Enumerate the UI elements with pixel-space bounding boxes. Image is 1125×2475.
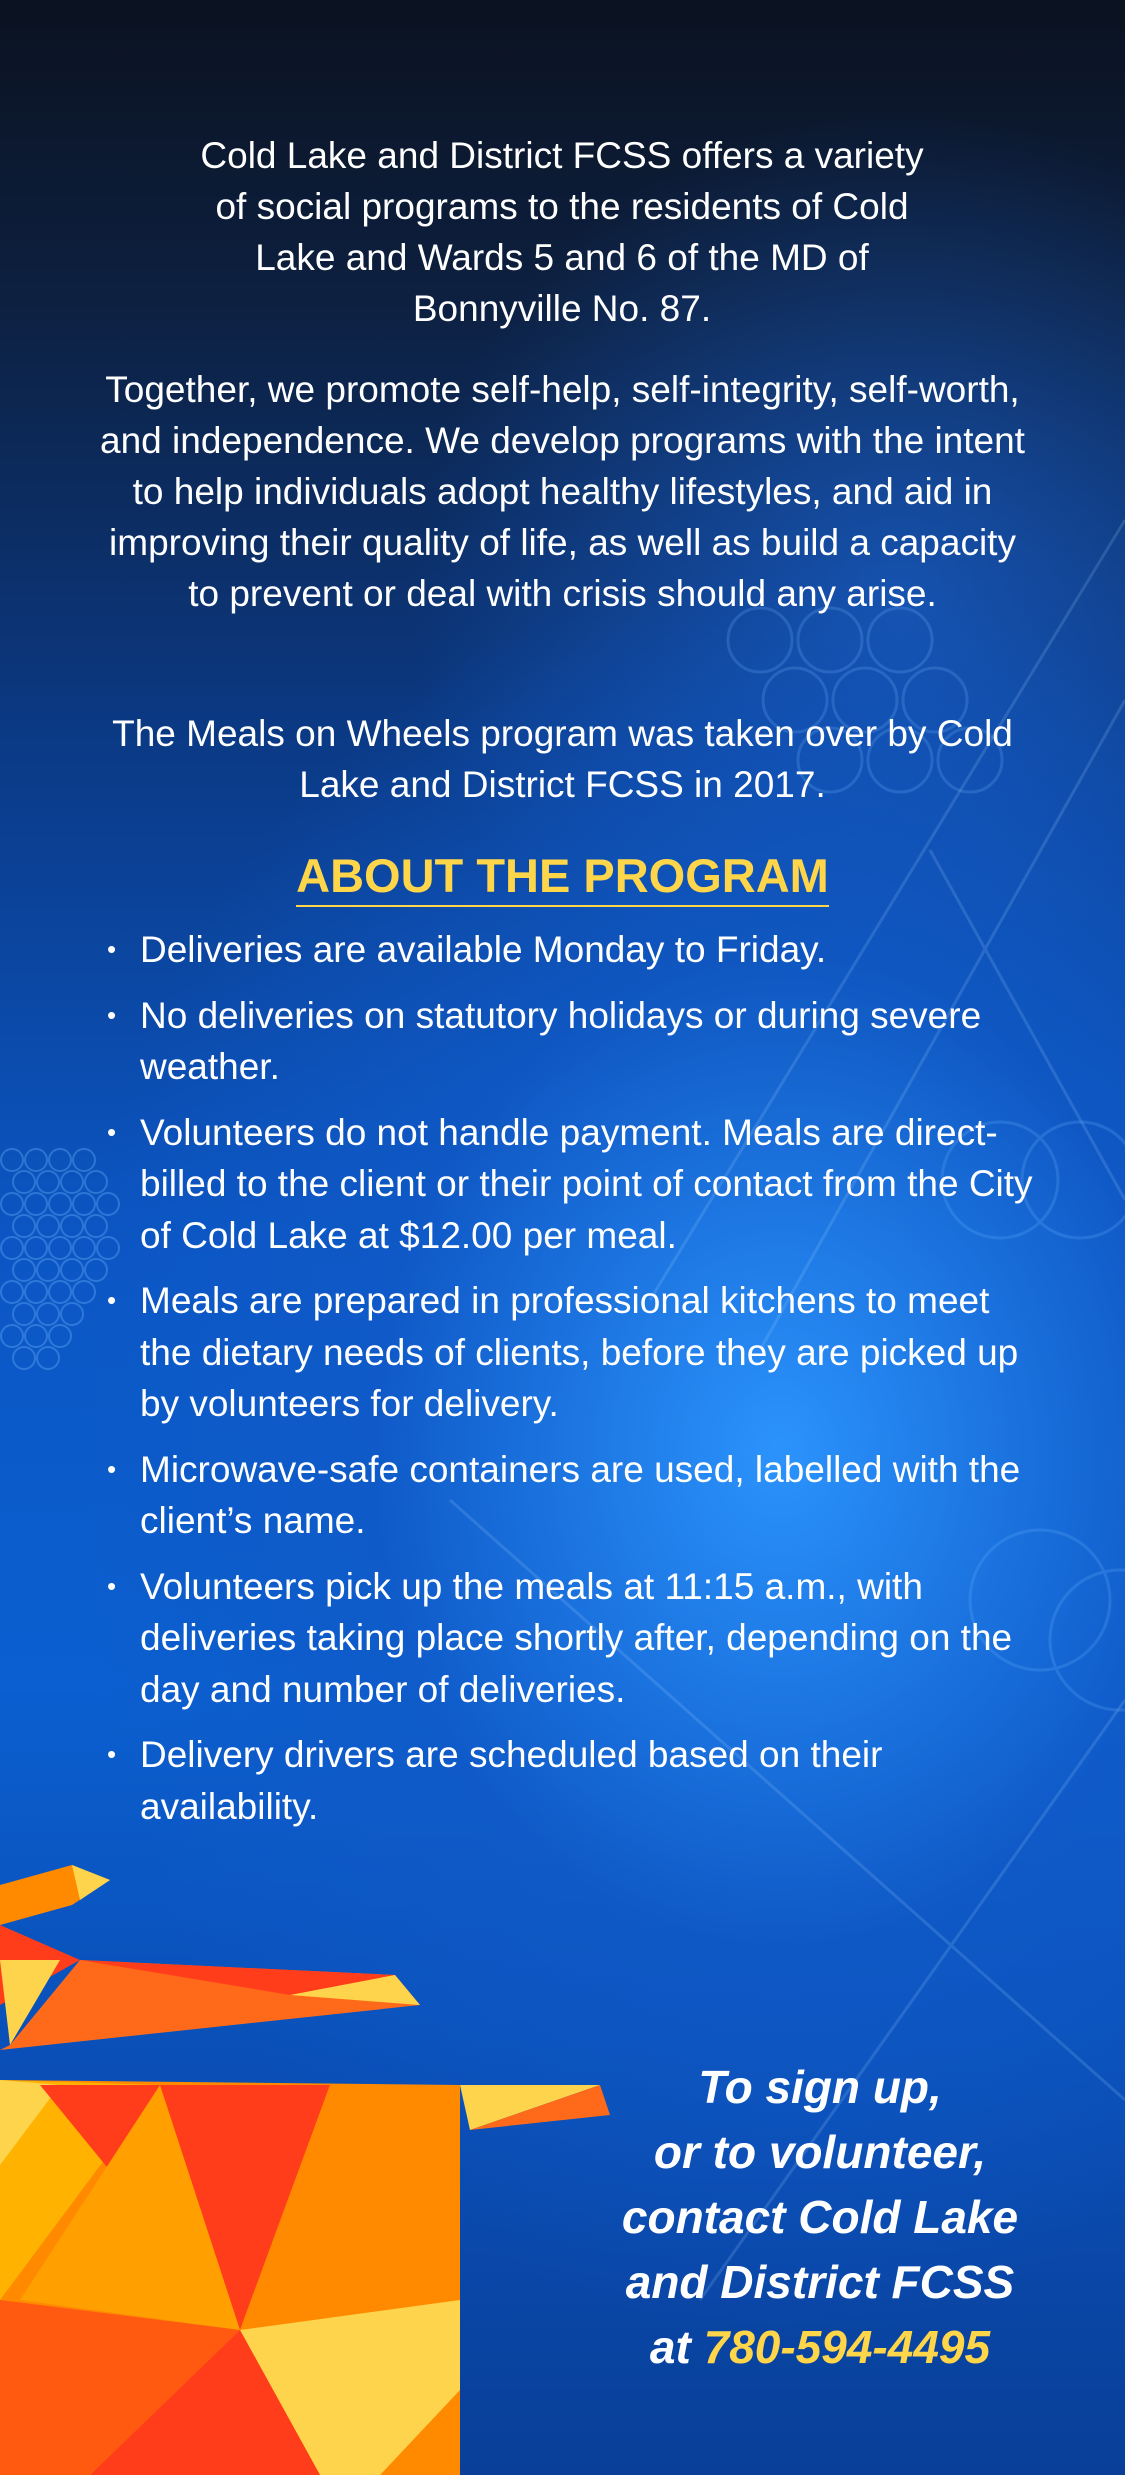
phone-number[interactable]: 780-594-4495 xyxy=(703,2321,991,2373)
program-bullet-list xyxy=(107,924,1037,1846)
list-item: • Meals are prepared in professional kitchens to meet the dietary needs of clients, before they are picked up by volunteers for delivery. xyxy=(107,1275,1037,1430)
contact-line-4: and District FCSS xyxy=(625,2256,1015,2308)
contact-prefix: at xyxy=(649,2321,704,2373)
list-item: • Volunteers do not handle payment. Meals are direct-billed to the client or their point of contact from the City of Cold Lake at $12.00 per meal. xyxy=(107,1107,1037,1262)
intro-paragraph-2: Together, we promote self-help, self-integrity, self-worth, and independence. We develop programs with the intent to help individuals adopt healthy lifestyles, and aid in improving their quality of life, as well as build a capacity to prevent or deal with crisis should any arise. xyxy=(100,369,1025,614)
contact-line-2: or to volunteer, xyxy=(653,2126,987,2178)
section-heading xyxy=(0,848,1125,907)
contact-line-3: contact Cold Lake xyxy=(621,2191,1019,2243)
intro-paragraph-1: Cold Lake and District FCSS offers a variety of social programs to the residents of Cold Lake and Wards 5 and 6 of the MD of Bonnyville No. 87. xyxy=(200,135,924,329)
list-item: • Microwave-safe containers are used, labelled with the client’s name. xyxy=(107,1444,1037,1547)
list-item: • Volunteers pick up the meals at 11:15 a.m., with deliveries taking place shortly after, depending on the day and number of deliveries. xyxy=(107,1561,1037,1716)
section-heading-text: ABOUT THE PROGRAM xyxy=(296,849,829,907)
contact-line-1: To sign up, xyxy=(698,2061,942,2113)
list-item: • Delivery drivers are scheduled based on their availability. xyxy=(107,1729,1037,1832)
list-item: • Deliveries are available Monday to Friday. xyxy=(107,924,1037,976)
contact-callout xyxy=(590,2055,1050,2380)
list-item: • No deliveries on statutory holidays or during severe weather. xyxy=(107,990,1037,1093)
intro-paragraph-3: The Meals on Wheels program was taken over by Cold Lake and District FCSS in 2017. xyxy=(112,713,1013,805)
